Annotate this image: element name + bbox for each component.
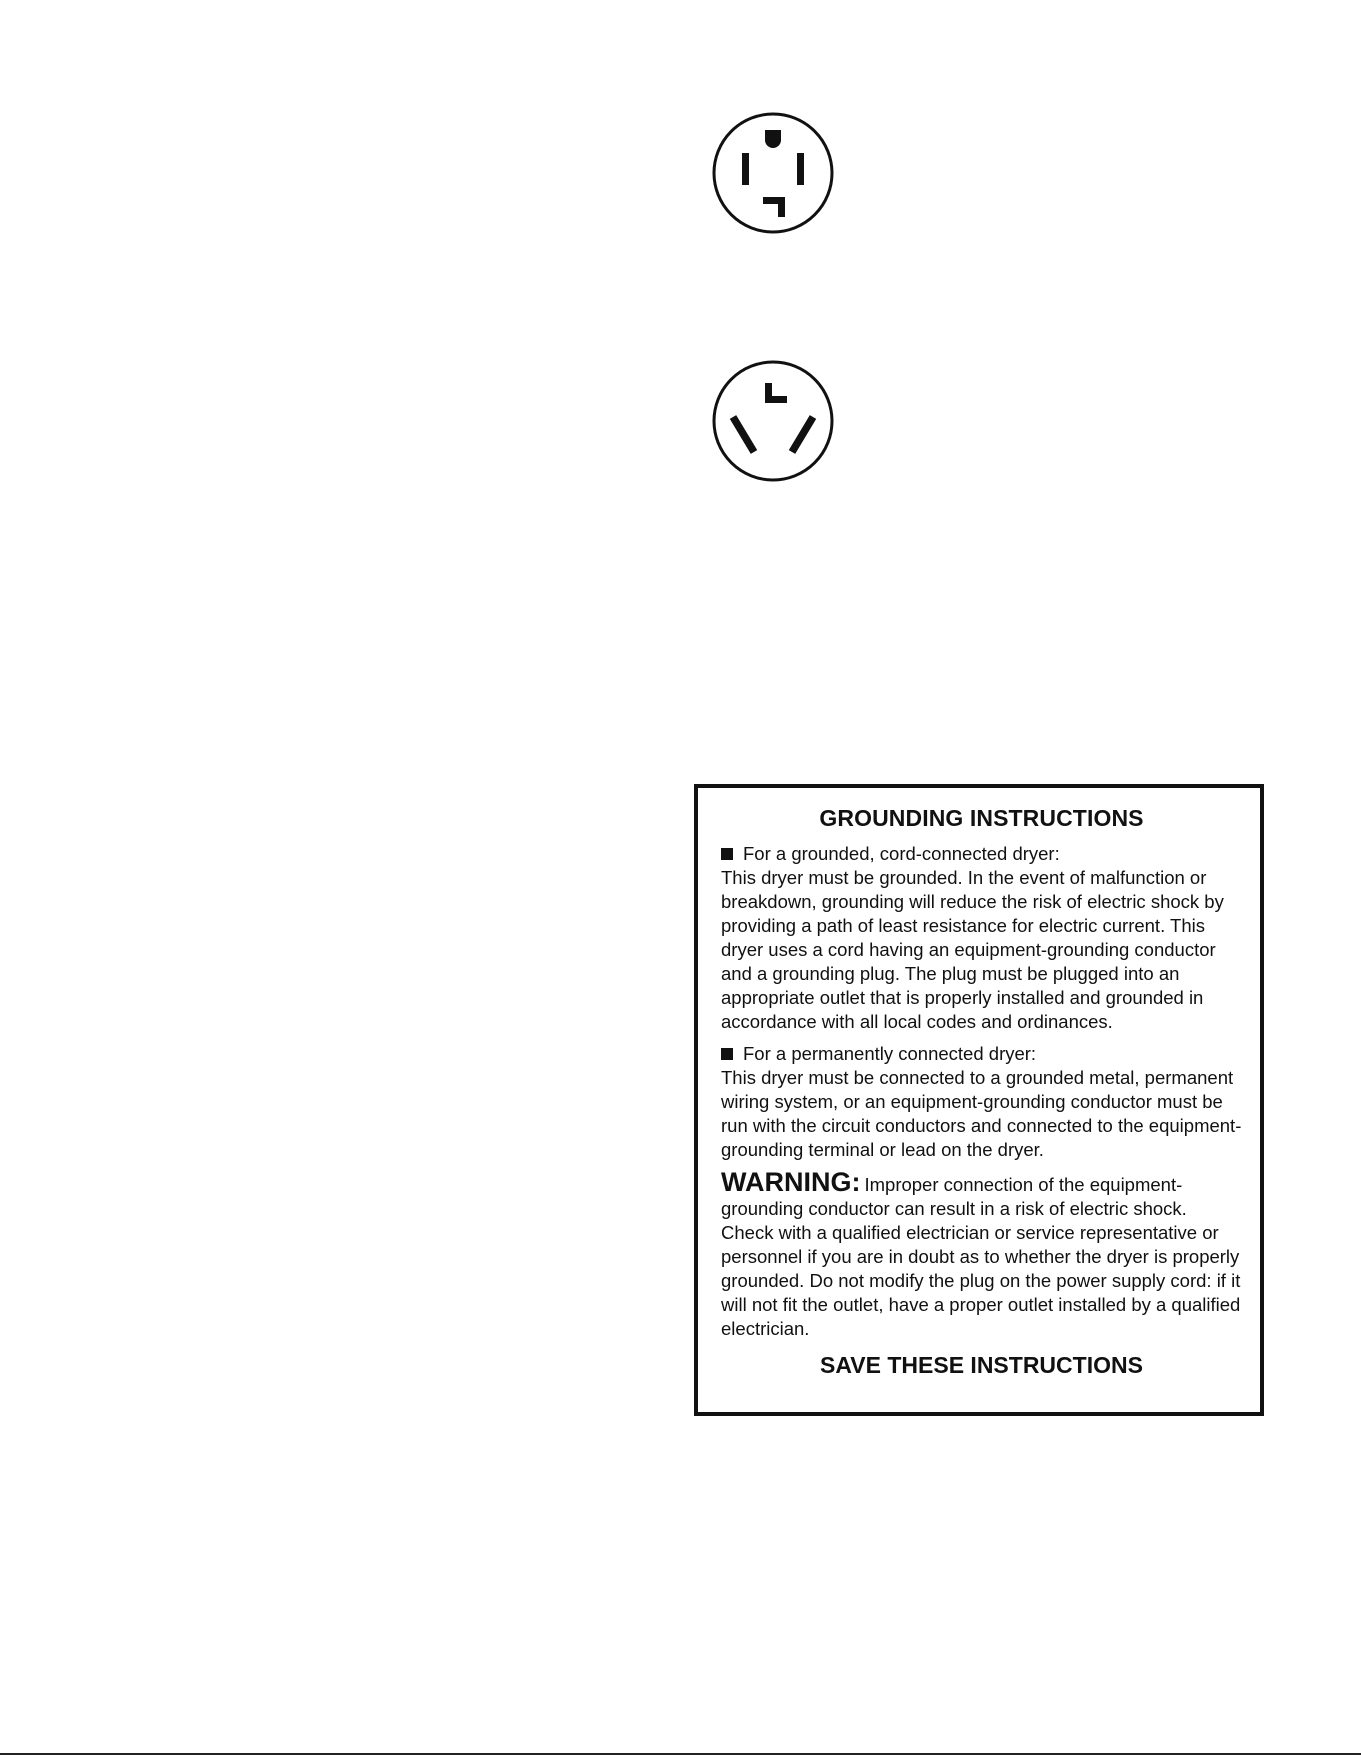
grounding-instructions-box: [694, 784, 1264, 1416]
permanently-connected-text: This dryer must be connected to a grounded metal, permanent wiring system, or an equipment-grounding conductor must be run with the circuit conductors and connected to the equipment-grounding terminal or lead on the dryer.: [721, 1067, 1242, 1160]
permanently-connected-heading-line: [721, 1042, 1242, 1066]
warning-text: Improper connection of the equipment-grounding conductor can result in a risk of electric shock. Check with a qualified electrician or service representative or personnel if you are in doubt as to whether the dryer is properly grounded. Do not modify the plug on the power supply cord: if it will not fit the outlet, have a proper outlet installed by a qualified electrician.: [721, 1174, 1241, 1339]
grounding-instructions-title: GROUNDING INSTRUCTIONS: [819, 805, 1144, 831]
cord-connected-heading-line: [721, 842, 1242, 866]
square-bullet-icon: [721, 1048, 733, 1060]
three-slot-outlet-icon: [703, 351, 843, 491]
warning-label: WARNING:: [721, 1167, 861, 1197]
warning-paragraph: [721, 1167, 1242, 1341]
permanently-connected-heading: For a permanently connected dryer:: [743, 1043, 1037, 1064]
cord-connected-text: This dryer must be grounded. In the event of malfunction or breakdown, grounding will reduce the risk of electric shock by providing a path of least resistance for electric current. This dryer uses a cord having an equipment-grounding conductor and a grounding plug. The plug must be plugged into an appropriate outlet that is properly installed and grounded in accordance with all local codes and ordinances.: [721, 867, 1224, 1032]
cord-connected-section: [721, 842, 1242, 1034]
page-bottom-rule: [0, 1753, 1361, 1755]
save-instructions-footer: SAVE THESE INSTRUCTIONS: [820, 1352, 1143, 1378]
four-slot-outlet-icon: [703, 103, 843, 243]
cord-connected-heading: For a grounded, cord-connected dryer:: [743, 843, 1060, 864]
square-bullet-icon: [721, 848, 733, 860]
permanently-connected-section: [721, 1042, 1242, 1162]
